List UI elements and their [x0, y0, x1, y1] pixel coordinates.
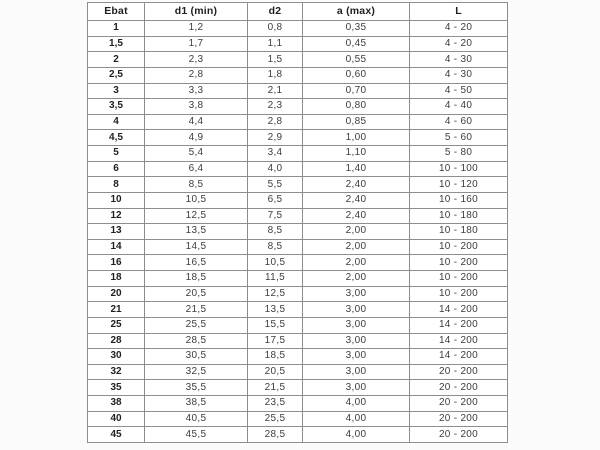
data-cell: 38,5: [145, 396, 248, 412]
table-body: [88, 21, 508, 443]
data-cell: 12,5: [145, 208, 248, 224]
data-cell: 14 - 200: [410, 317, 508, 333]
row-header-cell: 35: [88, 380, 145, 396]
row-header-cell: 30: [88, 349, 145, 365]
table-row: [88, 333, 508, 349]
table-row: [88, 302, 508, 318]
table-row: [88, 396, 508, 412]
row-header-cell: 14: [88, 239, 145, 255]
data-cell: 1,00: [303, 130, 410, 146]
data-cell: 35,5: [145, 380, 248, 396]
data-cell: 40,5: [145, 411, 248, 427]
data-cell: 12,5: [248, 286, 303, 302]
dimension-spec-table: [87, 2, 508, 443]
data-cell: 13,5: [248, 302, 303, 318]
data-cell: 14,5: [145, 239, 248, 255]
data-cell: 1,10: [303, 146, 410, 162]
data-cell: 5,5: [248, 177, 303, 193]
table-row: [88, 208, 508, 224]
data-cell: 4 - 50: [410, 83, 508, 99]
row-header-cell: 8: [88, 177, 145, 193]
table-row: [88, 21, 508, 37]
data-cell: 25,5: [248, 411, 303, 427]
row-header-cell: 2,5: [88, 67, 145, 83]
data-cell: 14 - 200: [410, 302, 508, 318]
row-header-cell: 40: [88, 411, 145, 427]
table-row: [88, 99, 508, 115]
data-cell: 3,00: [303, 317, 410, 333]
data-cell: 2,3: [145, 52, 248, 68]
data-cell: 0,55: [303, 52, 410, 68]
data-cell: 21,5: [145, 302, 248, 318]
data-cell: 25,5: [145, 317, 248, 333]
data-cell: 20 - 200: [410, 364, 508, 380]
data-cell: 20 - 200: [410, 411, 508, 427]
table-row: [88, 161, 508, 177]
table-row: [88, 192, 508, 208]
data-cell: 4,00: [303, 396, 410, 412]
row-header-cell: 1: [88, 21, 145, 37]
row-header-cell: 21: [88, 302, 145, 318]
table-row: [88, 146, 508, 162]
data-cell: 10,5: [248, 255, 303, 271]
data-cell: 10,5: [145, 192, 248, 208]
column-header-a-max: a (max): [303, 3, 410, 21]
data-cell: 45,5: [145, 427, 248, 443]
data-cell: 4 - 30: [410, 52, 508, 68]
data-cell: 0,35: [303, 21, 410, 37]
data-cell: 20 - 200: [410, 427, 508, 443]
data-cell: 4 - 30: [410, 67, 508, 83]
data-cell: 4 - 20: [410, 21, 508, 37]
data-cell: 4 - 20: [410, 36, 508, 52]
data-cell: 2,00: [303, 239, 410, 255]
data-cell: 21,5: [248, 380, 303, 396]
data-cell: 5 - 80: [410, 146, 508, 162]
data-cell: 18,5: [248, 349, 303, 365]
data-cell: 14 - 200: [410, 349, 508, 365]
data-cell: 17,5: [248, 333, 303, 349]
data-cell: 3,00: [303, 286, 410, 302]
data-cell: 13,5: [145, 224, 248, 240]
data-cell: 1,1: [248, 36, 303, 52]
table-row: [88, 349, 508, 365]
data-cell: 0,60: [303, 67, 410, 83]
data-cell: 3,00: [303, 380, 410, 396]
column-header-l: L: [410, 3, 508, 21]
table-row: [88, 224, 508, 240]
row-header-cell: 38: [88, 396, 145, 412]
table-row: [88, 411, 508, 427]
row-header-cell: 3: [88, 83, 145, 99]
row-header-cell: 32: [88, 364, 145, 380]
table-row: [88, 286, 508, 302]
data-cell: 20 - 200: [410, 396, 508, 412]
data-cell: 10 - 100: [410, 161, 508, 177]
data-cell: 2,00: [303, 255, 410, 271]
data-cell: 8,5: [248, 239, 303, 255]
column-header-d2: d2: [248, 3, 303, 21]
row-header-cell: 12: [88, 208, 145, 224]
data-cell: 2,40: [303, 208, 410, 224]
data-cell: 0,8: [248, 21, 303, 37]
data-cell: 10 - 200: [410, 255, 508, 271]
data-cell: 7,5: [248, 208, 303, 224]
data-cell: 32,5: [145, 364, 248, 380]
row-header-cell: 4: [88, 114, 145, 130]
row-header-cell: 3,5: [88, 99, 145, 115]
data-cell: 5,4: [145, 146, 248, 162]
row-header-cell: 16: [88, 255, 145, 271]
data-cell: 6,4: [145, 161, 248, 177]
data-cell: 4 - 40: [410, 99, 508, 115]
data-cell: 4,9: [145, 130, 248, 146]
header-row: [88, 3, 508, 21]
data-cell: 4,0: [248, 161, 303, 177]
table-row: [88, 52, 508, 68]
data-cell: 4 - 60: [410, 114, 508, 130]
data-cell: 28,5: [248, 427, 303, 443]
data-cell: 4,00: [303, 427, 410, 443]
data-cell: 15,5: [248, 317, 303, 333]
table-row: [88, 380, 508, 396]
table-row: [88, 36, 508, 52]
data-cell: 23,5: [248, 396, 303, 412]
data-cell: 20 - 200: [410, 380, 508, 396]
table-row: [88, 255, 508, 271]
data-cell: 4,00: [303, 411, 410, 427]
data-cell: 1,7: [145, 36, 248, 52]
dimension-table-container: [87, 2, 507, 443]
data-cell: 1,2: [145, 21, 248, 37]
data-cell: 20,5: [248, 364, 303, 380]
data-cell: 10 - 200: [410, 271, 508, 287]
data-cell: 1,5: [248, 52, 303, 68]
data-cell: 0,45: [303, 36, 410, 52]
data-cell: 2,8: [248, 114, 303, 130]
data-cell: 2,1: [248, 83, 303, 99]
data-cell: 8,5: [248, 224, 303, 240]
data-cell: 10 - 200: [410, 286, 508, 302]
data-cell: 30,5: [145, 349, 248, 365]
column-header-d1-min: d1 (min): [145, 3, 248, 21]
row-header-cell: 10: [88, 192, 145, 208]
table-row: [88, 271, 508, 287]
data-cell: 3,00: [303, 349, 410, 365]
data-cell: 3,8: [145, 99, 248, 115]
data-cell: 5 - 60: [410, 130, 508, 146]
table-row: [88, 130, 508, 146]
table-header: [88, 3, 508, 21]
row-header-cell: 45: [88, 427, 145, 443]
data-cell: 1,40: [303, 161, 410, 177]
table-row: [88, 239, 508, 255]
data-cell: 2,00: [303, 271, 410, 287]
row-header-cell: 5: [88, 146, 145, 162]
table-row: [88, 427, 508, 443]
table-row: [88, 67, 508, 83]
data-cell: 10 - 180: [410, 208, 508, 224]
table-row: [88, 177, 508, 193]
data-cell: 10 - 180: [410, 224, 508, 240]
data-cell: 2,00: [303, 224, 410, 240]
data-cell: 10 - 200: [410, 239, 508, 255]
data-cell: 2,9: [248, 130, 303, 146]
data-cell: 3,00: [303, 302, 410, 318]
data-cell: 1,8: [248, 67, 303, 83]
table-row: [88, 83, 508, 99]
data-cell: 14 - 200: [410, 333, 508, 349]
row-header-cell: 25: [88, 317, 145, 333]
table-row: [88, 114, 508, 130]
data-cell: 18,5: [145, 271, 248, 287]
data-cell: 4,4: [145, 114, 248, 130]
data-cell: 8,5: [145, 177, 248, 193]
row-header-cell: 6: [88, 161, 145, 177]
data-cell: 2,3: [248, 99, 303, 115]
row-header-cell: 1,5: [88, 36, 145, 52]
table-row: [88, 317, 508, 333]
column-header-ebat: Ebat: [88, 3, 145, 21]
row-header-cell: 4,5: [88, 130, 145, 146]
data-cell: 3,4: [248, 146, 303, 162]
data-cell: 11,5: [248, 271, 303, 287]
data-cell: 0,85: [303, 114, 410, 130]
row-header-cell: 13: [88, 224, 145, 240]
data-cell: 3,3: [145, 83, 248, 99]
data-cell: 10 - 120: [410, 177, 508, 193]
data-cell: 0,80: [303, 99, 410, 115]
data-cell: 2,40: [303, 192, 410, 208]
row-header-cell: 2: [88, 52, 145, 68]
data-cell: 3,00: [303, 333, 410, 349]
row-header-cell: 20: [88, 286, 145, 302]
data-cell: 2,8: [145, 67, 248, 83]
row-header-cell: 18: [88, 271, 145, 287]
data-cell: 10 - 160: [410, 192, 508, 208]
data-cell: 0,70: [303, 83, 410, 99]
data-cell: 16,5: [145, 255, 248, 271]
data-cell: 6,5: [248, 192, 303, 208]
table-row: [88, 364, 508, 380]
data-cell: 28,5: [145, 333, 248, 349]
data-cell: 2,40: [303, 177, 410, 193]
data-cell: 3,00: [303, 364, 410, 380]
data-cell: 20,5: [145, 286, 248, 302]
row-header-cell: 28: [88, 333, 145, 349]
